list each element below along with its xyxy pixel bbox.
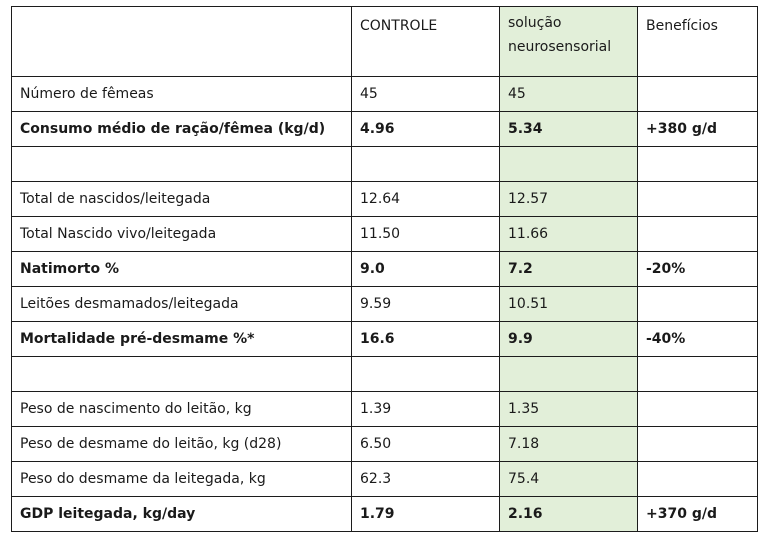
- solucao-value-cell: 12.57: [500, 182, 638, 217]
- beneficios-value-cell: -20%: [638, 252, 758, 287]
- header-solucao: [500, 7, 638, 77]
- row-label-cell: [12, 357, 352, 392]
- row-label-cell: Peso do desmame da leitegada, kg: [12, 462, 352, 497]
- solucao-value-cell: [500, 357, 638, 392]
- row-label-cell: Leitões desmamados/leitegada: [12, 287, 352, 322]
- table-row: [12, 497, 758, 532]
- table-row: [12, 427, 758, 462]
- solucao-value-cell: 75.4: [500, 462, 638, 497]
- table-row: [12, 112, 758, 147]
- controle-value-cell: [352, 357, 500, 392]
- beneficios-value-cell: [638, 462, 758, 497]
- table-row: [12, 287, 758, 322]
- solucao-value-cell: 7.18: [500, 427, 638, 462]
- solucao-value-cell: 10.51: [500, 287, 638, 322]
- beneficios-value-cell: [638, 357, 758, 392]
- controle-value-cell: 1.39: [352, 392, 500, 427]
- beneficios-value-cell: [638, 182, 758, 217]
- controle-value-cell: 9.0: [352, 252, 500, 287]
- header-row: [12, 7, 758, 77]
- table-row: [12, 182, 758, 217]
- controle-value-cell: 6.50: [352, 427, 500, 462]
- header-solucao-text: solução neurosensorial: [508, 15, 612, 55]
- row-label-cell: Total Nascido vivo/leitegada: [12, 217, 352, 252]
- solucao-value-cell: 7.2: [500, 252, 638, 287]
- controle-value-cell: 45: [352, 77, 500, 112]
- table-row: [12, 392, 758, 427]
- controle-value-cell: 9.59: [352, 287, 500, 322]
- row-label-cell: Mortalidade pré-desmame %*: [12, 322, 352, 357]
- solucao-value-cell: 1.35: [500, 392, 638, 427]
- table-row: [12, 217, 758, 252]
- spacer-row: [12, 357, 758, 392]
- spacer-row: [12, 147, 758, 182]
- beneficios-value-cell: [638, 287, 758, 322]
- row-label-cell: Peso de nascimento do leitão, kg: [12, 392, 352, 427]
- solucao-value-cell: 2.16: [500, 497, 638, 532]
- beneficios-value-cell: [638, 427, 758, 462]
- table-row: [12, 252, 758, 287]
- row-label-cell: Consumo médio de ração/fêmea (kg/d): [12, 112, 352, 147]
- row-label-cell: Peso de desmame do leitão, kg (d28): [12, 427, 352, 462]
- beneficios-value-cell: [638, 217, 758, 252]
- table-row: [12, 322, 758, 357]
- solucao-value-cell: 11.66: [500, 217, 638, 252]
- header-beneficios: Benefícios: [638, 7, 758, 77]
- controle-value-cell: 16.6: [352, 322, 500, 357]
- beneficios-value-cell: +380 g/d: [638, 112, 758, 147]
- beneficios-value-cell: [638, 77, 758, 112]
- header-controle: CONTROLE: [352, 7, 500, 77]
- controle-value-cell: 11.50: [352, 217, 500, 252]
- solucao-value-cell: [500, 147, 638, 182]
- controle-value-cell: 62.3: [352, 462, 500, 497]
- solucao-value-cell: 45: [500, 77, 638, 112]
- row-label-cell: Natimorto %: [12, 252, 352, 287]
- controle-value-cell: [352, 147, 500, 182]
- row-label-cell: Total de nascidos/leitegada: [12, 182, 352, 217]
- table-row: [12, 77, 758, 112]
- header-label: [12, 7, 352, 77]
- beneficios-value-cell: +370 g/d: [638, 497, 758, 532]
- results-table-body: [12, 7, 758, 532]
- results-table: [11, 6, 758, 532]
- row-label-cell: Número de fêmeas: [12, 77, 352, 112]
- row-label-cell: [12, 147, 352, 182]
- solucao-value-cell: 9.9: [500, 322, 638, 357]
- solucao-value-cell: 5.34: [500, 112, 638, 147]
- controle-value-cell: 12.64: [352, 182, 500, 217]
- controle-value-cell: 1.79: [352, 497, 500, 532]
- beneficios-value-cell: [638, 147, 758, 182]
- beneficios-value-cell: -40%: [638, 322, 758, 357]
- row-label-cell: GDP leitegada, kg/day: [12, 497, 352, 532]
- beneficios-value-cell: [638, 392, 758, 427]
- controle-value-cell: 4.96: [352, 112, 500, 147]
- table-row: [12, 462, 758, 497]
